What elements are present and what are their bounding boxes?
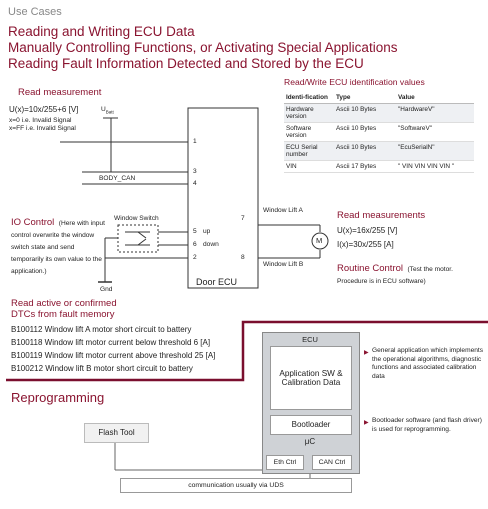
window-lift-b-label: Window Lift B <box>263 261 304 268</box>
use-cases-label: Use Cases <box>8 6 62 18</box>
flash-tool-box: Flash Tool <box>84 423 149 443</box>
door-ecu-label: Door ECU <box>196 277 238 287</box>
header-line-1: Reading and Writing ECU Data <box>8 24 195 39</box>
invalid-note-1: x=0 i.e. Invalid Signal <box>9 117 72 124</box>
bootloader-box: Bootloader <box>270 415 352 435</box>
ident-header: Identi-fication <box>284 92 334 104</box>
table-cell: VIN <box>284 161 334 173</box>
up-label: up <box>203 228 211 235</box>
read-measurements-title: Read measurements <box>337 210 426 221</box>
pin-8: 8 <box>241 254 245 261</box>
pin-4: 4 <box>193 180 197 187</box>
pin-1: 1 <box>193 138 197 145</box>
bullet-arrow-icon: ▶ <box>364 420 369 426</box>
measurement-current: I(x)=30x/255 [A] <box>337 240 394 249</box>
header-line-2: Manually Controlling Functions, or Activating Special Applications <box>8 40 398 55</box>
table-cell: "EcuSerialN" <box>396 142 474 161</box>
door-ecu-box <box>188 108 258 288</box>
bullet-arrow-icon: ▶ <box>364 350 369 356</box>
read-measurement-formula: U(x)=10x/255+6 [V] <box>9 105 79 114</box>
pin-5: 5 <box>193 228 197 235</box>
motor-label: M <box>316 236 323 245</box>
table-cell: "SoftwareV" <box>396 123 474 142</box>
type-header: Type <box>334 92 396 104</box>
routine-control-text: (Test the motor. Procedure is in ECU software) <box>337 266 453 285</box>
window-lift-a-label: Window Lift A <box>263 207 303 214</box>
table-cell: "HardwareV" <box>396 104 474 123</box>
gnd-label: Gnd <box>100 286 113 293</box>
dtc-title-2: DTCs from fault memory <box>11 309 115 320</box>
dtc-item: B100112 Window lift A motor short circuit to battery <box>11 325 192 334</box>
pin-6: 6 <box>193 241 197 248</box>
measurement-voltage: U(x)=16x/255 [V] <box>337 226 398 235</box>
pin-3: 3 <box>193 168 197 175</box>
header-line-3: Reading Fault Information Detected and Stored by the ECU <box>8 56 364 71</box>
body-can-label: BODY_CAN <box>99 175 136 182</box>
io-control-title: IO Control <box>11 217 55 228</box>
application-box <box>270 346 352 410</box>
table-cell: Software version <box>284 123 334 142</box>
dtc-item: B100212 Window lift B motor short circuit to battery <box>11 364 193 373</box>
dtc-item: B100118 Window lift motor current below threshold 6 [A] <box>11 338 211 347</box>
bullet-bootloader: Bootloader software (and flash driver) is used for reprogramming. <box>372 417 482 433</box>
routine-control-block <box>337 262 477 286</box>
bullet-application: General application which implements the operational algorithms, diagnostic functions and associated calibration data <box>372 347 484 380</box>
table-cell: " VIN VIN VIN VIN " <box>396 161 474 173</box>
application-label: Application SW & Calibration Data <box>279 369 343 387</box>
dtc-title-1: Read active or confirmed <box>11 298 117 309</box>
window-switch-box <box>118 225 158 252</box>
table-cell: Ascii 17 Bytes <box>334 161 396 173</box>
window-switch-label: Window Switch <box>114 215 159 222</box>
ubatt-label: $U_{Batt}$ <box>101 106 114 115</box>
table-cell: Ascii 10 Bytes <box>334 104 396 123</box>
reprogramming-title: Reprogramming <box>11 390 105 405</box>
pin-2: 2 <box>193 254 197 261</box>
table-cell: Ascii 10 Bytes <box>334 123 396 142</box>
down-label: down <box>203 241 219 248</box>
ident-table-title: Read/Write ECU identification values <box>284 77 425 87</box>
invalid-note-2: x=FF i.e. Invalid Signal <box>9 125 76 132</box>
can-ctrl-box: CAN Ctrl <box>312 455 352 470</box>
table-cell: Hardware version <box>284 104 334 123</box>
ecu-label: ECU <box>302 335 318 344</box>
io-control-block <box>11 216 107 276</box>
io-control-text: (Here with input control overwrite the window switch state and send temporarily its own value to the application.) <box>11 220 105 275</box>
routine-control-title: Routine Control <box>337 263 404 274</box>
microcontroller-label: μC <box>304 437 316 446</box>
pin-7: 7 <box>241 215 245 222</box>
eth-ctrl-box: Eth Ctrl <box>266 455 304 470</box>
value-header: Value <box>396 92 474 104</box>
communication-box: communication usually via UDS <box>120 478 352 493</box>
table-cell: Ascii 10 Bytes <box>334 142 396 161</box>
dtc-item: B100119 Window lift motor current above threshold 25 [A] <box>11 351 216 360</box>
table-cell: ECU Serial number <box>284 142 334 161</box>
read-measurement-title: Read measurement <box>18 87 102 98</box>
